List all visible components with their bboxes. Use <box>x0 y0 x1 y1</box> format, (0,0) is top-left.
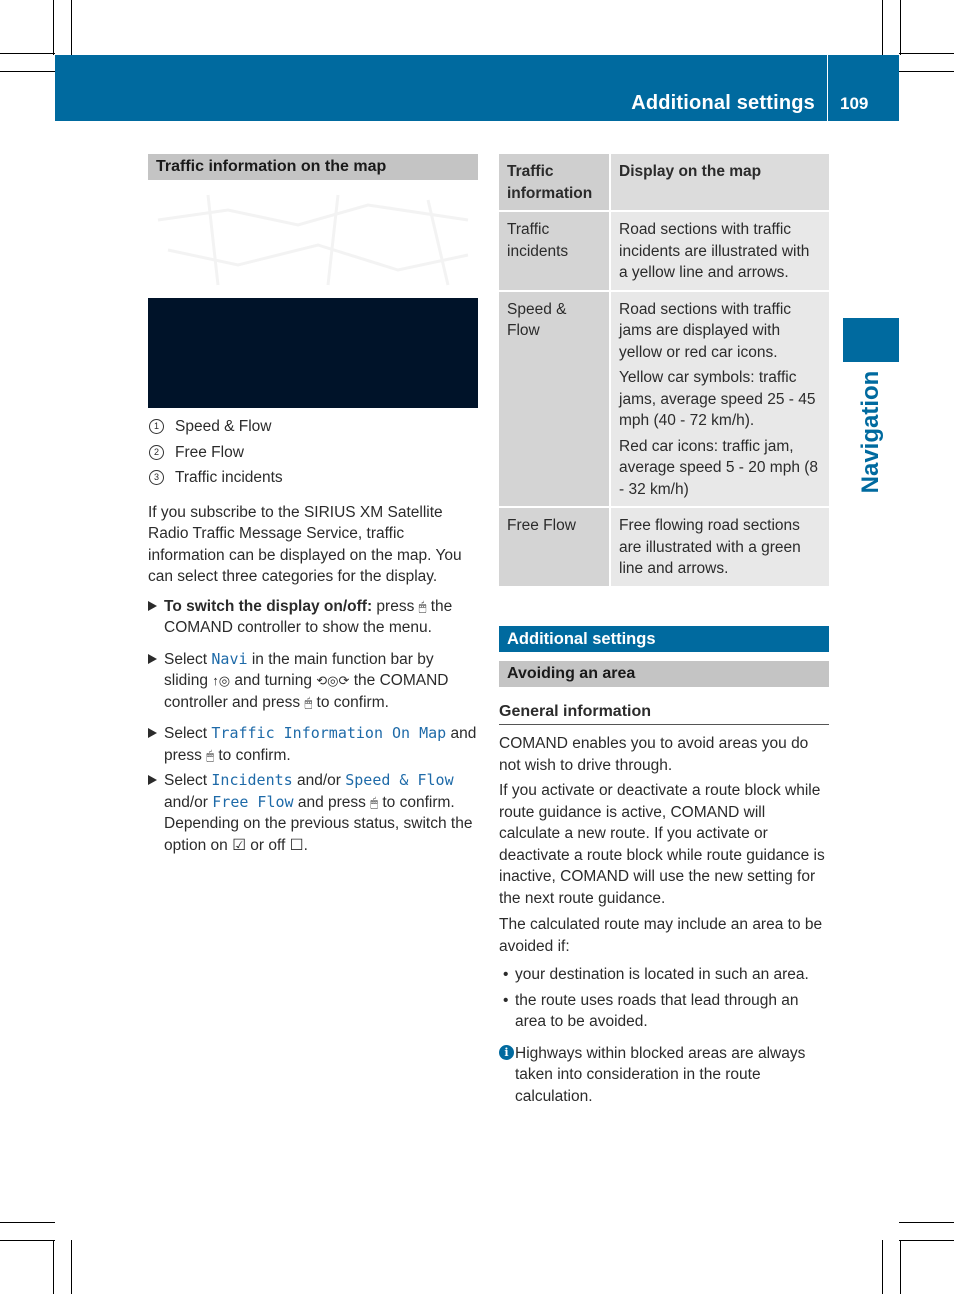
callout-number: 2 <box>149 445 164 460</box>
list-item: • the route uses roads that lead through an area to be avoided. <box>499 990 829 1033</box>
step-arrow-icon <box>148 775 157 785</box>
crop-mark <box>53 1240 54 1294</box>
checkbox-empty-icon: ☐ <box>289 836 304 854</box>
crop-mark <box>882 0 883 55</box>
step-text: in the main function bar by sliding <box>164 650 434 689</box>
chapter-tab-label: Navigation <box>857 370 884 494</box>
paragraph: If you activate or deactivate a route block while route guidance is active, COMAND will calculate a new route. If you activate or deactivate a route block while route guidance is inactive, COMAND will use the new setting for the next route guidance. <box>499 782 825 907</box>
instruction-step <box>148 649 478 714</box>
callout-number: 1 <box>149 419 164 434</box>
info-note <box>499 1043 829 1108</box>
map-display-image <box>148 298 478 408</box>
cell-text: Free flowing road sections are illustrated with a green line and arrows. <box>619 517 801 577</box>
info-icon: i <box>499 1045 514 1060</box>
step-text: press <box>372 597 419 615</box>
section-heading-blue: Additional settings <box>499 626 829 652</box>
step-text: Select <box>164 650 212 668</box>
step-arrow-icon <box>148 654 157 664</box>
crop-mark <box>882 1240 883 1294</box>
table-cell <box>610 211 829 291</box>
crop-mark <box>899 53 954 54</box>
paragraph: COMAND enables you to avoid areas you do not wish to drive through. <box>499 735 809 774</box>
menu-item-code: Navi <box>211 649 248 668</box>
table-row <box>499 211 829 291</box>
legend-item <box>148 465 478 491</box>
step-text: and turning <box>230 672 317 689</box>
legend-item <box>148 414 478 440</box>
step-text: and press <box>164 725 477 764</box>
cell-text: Road sections with traffic jams are displayed with yellow or red car icons. <box>619 300 792 361</box>
section-heading: Avoiding an area <box>499 661 829 687</box>
crop-mark <box>899 71 954 72</box>
step-arrow-icon <box>148 601 157 611</box>
page-title: Additional settings <box>631 92 815 114</box>
table-cell <box>610 507 829 586</box>
crop-mark <box>53 0 54 55</box>
right-column <box>499 154 829 1107</box>
list-item: • your destination is located in such an area. <box>499 964 829 986</box>
table-cell: Traffic incidents <box>499 211 610 291</box>
table-cell: Speed & Flow <box>499 291 610 508</box>
checkbox-checked-icon: ☑ <box>232 836 246 854</box>
subsection-heading: General information <box>499 701 829 726</box>
chapter-tab <box>843 318 899 362</box>
crop-mark <box>0 1222 55 1223</box>
crop-mark <box>71 1240 72 1294</box>
page-number: 109 <box>840 94 869 113</box>
crop-mark <box>0 71 55 72</box>
step-text: Depending on the previous status, switch the option on <box>164 815 473 854</box>
step-text: to confirm. <box>378 793 455 811</box>
legend-label: Speed & Flow <box>175 418 272 435</box>
map-legend <box>148 414 478 491</box>
intro-paragraph: If you subscribe to the SIRIUS XM Satellite Radio Traffic Message Service, traffic information can be displayed on the map. You can select three categories for the display. <box>148 503 462 585</box>
cell-text: Yellow car symbols: traffic jams, average speed 25 - 45 mph (40 - 72 km/h). <box>619 369 816 429</box>
table-header-cell: Display on the map <box>610 154 829 211</box>
cell-text: Road sections with traffic incidents are illustrated with a yellow line and arrows. <box>619 221 810 281</box>
crop-mark <box>0 1240 55 1241</box>
step-text: or off <box>246 836 290 854</box>
step-text: Select <box>164 725 212 742</box>
table-row <box>499 291 829 508</box>
note-text: Highways within blocked areas are always taken into consideration in the route calculation. <box>515 1044 806 1105</box>
crop-mark <box>0 53 55 54</box>
crop-mark <box>900 0 901 55</box>
legend-item <box>148 440 478 466</box>
press-controller-icon: 🖱︎ <box>304 694 313 710</box>
instruction-step <box>148 723 478 766</box>
step-text: the COMAND controller and press <box>164 672 449 711</box>
press-controller-icon: 🖱︎ <box>370 794 379 810</box>
step-text: and/or <box>164 793 213 811</box>
step-arrow-icon <box>148 728 157 738</box>
callout-number: 3 <box>149 470 164 485</box>
turn-controller-icon: ⟲◎⟳ <box>316 673 350 688</box>
instruction-step <box>148 770 478 856</box>
step-text: to confirm. <box>312 693 389 711</box>
step-text: the COMAND controller to show the menu. <box>164 597 453 636</box>
section-heading: Traffic information on the map <box>148 154 478 180</box>
map-faint-image <box>148 190 478 290</box>
map-screenshot-area <box>148 180 478 298</box>
step-text: to confirm. <box>214 746 291 764</box>
header-divider <box>827 55 828 121</box>
step-text: and/or <box>292 772 346 789</box>
traffic-info-table <box>499 154 829 586</box>
table-header-row <box>499 154 829 211</box>
press-controller-icon: 🖱︎ <box>206 747 215 763</box>
step-text: Select <box>164 772 212 789</box>
table-cell: Free Flow <box>499 507 610 586</box>
legend-label: Traffic incidents <box>175 469 283 486</box>
table-cell <box>610 291 829 508</box>
paragraph: The calculated route may include an area to be avoided if: <box>499 916 823 955</box>
menu-item-code: Incidents <box>211 771 293 789</box>
menu-item-code: Free Flow <box>212 792 294 811</box>
legend-label: Free Flow <box>175 443 244 461</box>
crop-mark <box>899 1222 954 1223</box>
instruction-step <box>148 596 478 639</box>
table-row <box>499 507 829 586</box>
step-heading: To switch the display on/off: <box>164 597 373 615</box>
left-column <box>148 154 478 856</box>
step-text: and press <box>293 793 371 811</box>
crop-mark <box>899 1240 954 1241</box>
crop-mark <box>71 0 72 55</box>
step-text: . <box>303 836 308 854</box>
table-header-cell: Traffic information <box>499 154 610 211</box>
crop-mark <box>900 1240 901 1294</box>
menu-item-code: Speed & Flow <box>345 771 454 789</box>
menu-item-code: Traffic Information On Map <box>211 724 447 742</box>
cell-text: Red car icons: traffic jam, average speed 5 - 20 mph (8 - 32 km/h) <box>619 437 819 498</box>
slide-up-icon: ↑◎ <box>212 673 231 688</box>
press-controller-icon: 🖱︎ <box>418 598 427 614</box>
